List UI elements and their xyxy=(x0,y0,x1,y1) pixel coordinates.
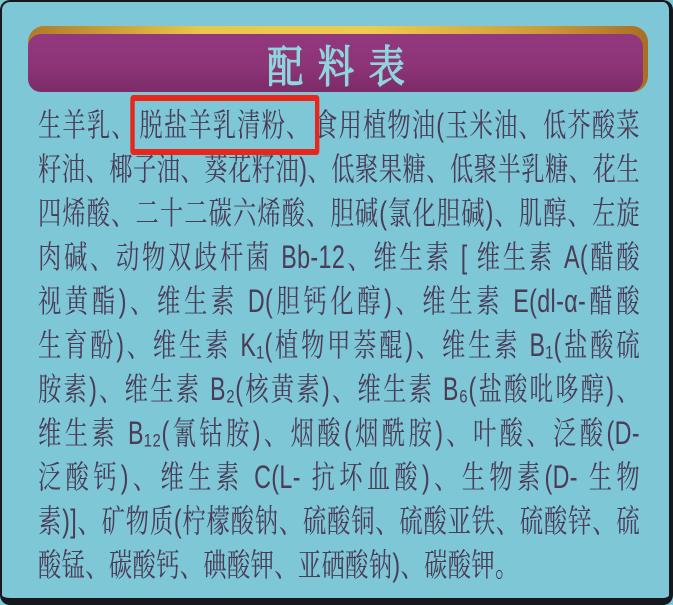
banner-body xyxy=(28,34,643,92)
ingredients-line-6: 生育酚)、维生素 K₁(植物甲萘醌)、维生素 B₁(盐酸硫 xyxy=(38,327,640,363)
ingredients-line-1 xyxy=(38,103,640,147)
ingredients-line-3: 四烯酸、二十二碳六烯酸、胆碱(氯化胆碱)、肌醇、左旋 xyxy=(38,195,640,231)
ingredients-line-4: 肉碱、动物双歧杆菌 Bb-12、维生素 [ 维生素 A(醋酸 xyxy=(38,239,640,275)
highlight-box: 脱盐羊乳清粉、 xyxy=(131,95,320,155)
ingredients-line-8: 维生素 B₁₂(氰钴胺)、烟酸(烟酰胺)、叶酸、泛酸(D- xyxy=(38,415,640,451)
ingredients-line-7: 胺素)、维生素 B₂(核黄素)、维生素 B₆(盐酸吡哆醇)、 xyxy=(38,371,640,407)
ingredients-line-10: 素)]、矿物质(柠檬酸钠、硫酸铜、硫酸亚铁、硫酸锌、硫 xyxy=(38,503,640,539)
ingredients-line1-post: 食用植物油(玉米油、低芥酸菜 xyxy=(314,107,640,143)
ingredients-line-2: 籽油、椰子油、葵花籽油)、低聚果糖、低聚半乳糖、花生 xyxy=(38,151,640,187)
ingredients-line-11: 酸锰、碳酸钙、碘酸钾、亚硒酸钠)、碳酸钾。 xyxy=(38,547,519,583)
ingredients-line-9: 泛酸钙)、维生素 C(L- 抗坏血酸)、生物素(D- 生物 xyxy=(38,459,640,495)
ingredients-line-5: 视黄酯)、维生素 D(胆钙化醇)、维生素 E(dl-α-醋酸 xyxy=(38,283,640,319)
ingredients-line1-pre: 生羊乳、 xyxy=(38,107,136,143)
ingredients-text-block xyxy=(38,103,640,587)
ingredients-title: 配料表 xyxy=(266,43,420,92)
ingredients-banner xyxy=(28,26,648,92)
